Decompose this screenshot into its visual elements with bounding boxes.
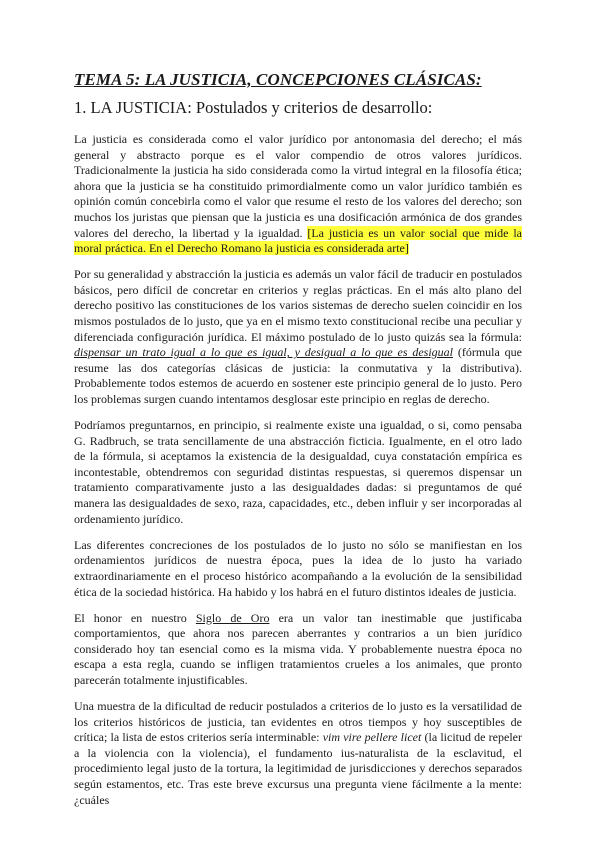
paragraph-5-text-after: era un valor tan inestimable que justificaba comportamientos, que ahora nos parecen aberrantes y contrarios a un bien jurídico considerado hoy tan esencial como es la misma vida. Y probablemente nuestra época no escapa a esta regla, cuando se infligen tratamientos crueles a los animales, que pronto parecerán totalmente injustificables. — [74, 610, 523, 687]
paragraph-6-text-before: Una muestra de la dificultad de reducir postulados a criterios de lo justo es la versatilidad de los criterios históricos de justicia, tan evidentes en otros tiempos y hoy susceptibles de crítica; la lista de estos criterios sería interminable: — [74, 699, 522, 745]
highlighted-note: [La justicia es un valor social que mide la moral práctica. En el Derecho Romano la justicia es considerada arte] — [74, 225, 523, 256]
section-heading: 1. LA JUSTICIA: Postulados y criterios de desarrollo: — [74, 98, 433, 117]
paragraph-2 — [74, 267, 522, 407]
paragraph-6 — [74, 699, 522, 808]
page-title: TEMA 5: LA JUSTICIA, CONCEPCIONES CLÁSICAS: — [74, 70, 482, 89]
justice-formula: dispensar un trato igual a lo que es igual, y desigual a lo que es desigual — [74, 345, 453, 360]
latin-maxim: vim vire pellere licet — [322, 730, 422, 745]
paragraph-1-text: La justicia es considerada como el valor jurídico por antonomasia del derecho; el más general y abstracto porque es el valor compendio de otros valores jurídicos. Tradicionalmente la justicia ha sido considerada como la virtud integral en la filosofía ética; ahora que la justicia se ha constituido primordialmente como un valor jurídico también es opinión común concebirla como el valor que resume el resto de los valores del derecho; son muchos los juristas que piensan que la justicia es una dosificación armónica de dos grandes valores del derecho, la libertad y la igualdad. — [74, 132, 522, 240]
paragraph-4: Las diferentes concreciones de los postulados de lo justo no sólo se manifiestan en los ordenamientos jurídicos de nuestra época, pues la idea de lo justo ha variado extraordinariamente en el proceso histórico acompañando a la evolución de la sensibilidad ética de la sociedad histórica. Ha habido y los habrá en el futuro distintos ideales de justicia. — [74, 537, 522, 599]
paragraph-2-text-before: Por su generalidad y abstracción la justicia es además un valor fácil de traducir en postulados básicos, pero difícil de concretar en criterios y reglas prácticas. En el más alto plano del derecho positivo las constituciones de los varios sistemas de derecho suelen coincidir en los mismos postulados de lo justo, que ya en el mismo texto constitucional recibe una peculiar y diferenciada configuración jurídica. El máximo postulado de lo justo quizás sea la fórmula: — [74, 267, 522, 344]
paragraph-6-text-after: (la licitud de repeler a la violencia con la violencia), el fundamento ius-naturalista de la esclavitud, el procedimiento legal justo de la tortura, la legitimidad de jurisdicciones y derechos separados según estamentos, etc. Tras este breve excursus una pregunta viene fácilmente a la mente: ¿cuáles — [74, 730, 522, 807]
paragraph-5 — [74, 611, 522, 689]
paragraph-3: Podríamos preguntarnos, en principio, si realmente existe una igualdad, o si, como pensaba G. Radbruch, se trata sencillamente de una abstracción ficticia. Igualmente, en el otro lado de la fórmula, si aceptamos la existencia de la desigualdad, cuya constatación empírica es incontestable, obtendremos con seguridad distintas respuestas, si queremos dispensar un tratamiento comparativamente justo a las desigualdades dadas: si preguntamos de qué manera las desigualdades de sexo, raza, capacidades, etc., deben influir y ser incorporadas al ordenamiento jurídico. — [74, 418, 522, 526]
paragraph-1 — [74, 132, 522, 257]
paragraph-5-text-before: El honor en nuestro — [74, 610, 196, 625]
paragraph-2-text-after: (fórmula que resume las dos categorías clásicas de justicia: la conmutativa y la distributiva). Probablemente todos estemos de acuerdo en sostener este principio general de lo justo. Pero los problemas surgen cuando intentamos desglosar este principio en reglas de derecho. — [74, 345, 522, 406]
siglo-de-oro-link[interactable]: Siglo de Oro — [195, 610, 270, 625]
document-body — [74, 70, 522, 819]
